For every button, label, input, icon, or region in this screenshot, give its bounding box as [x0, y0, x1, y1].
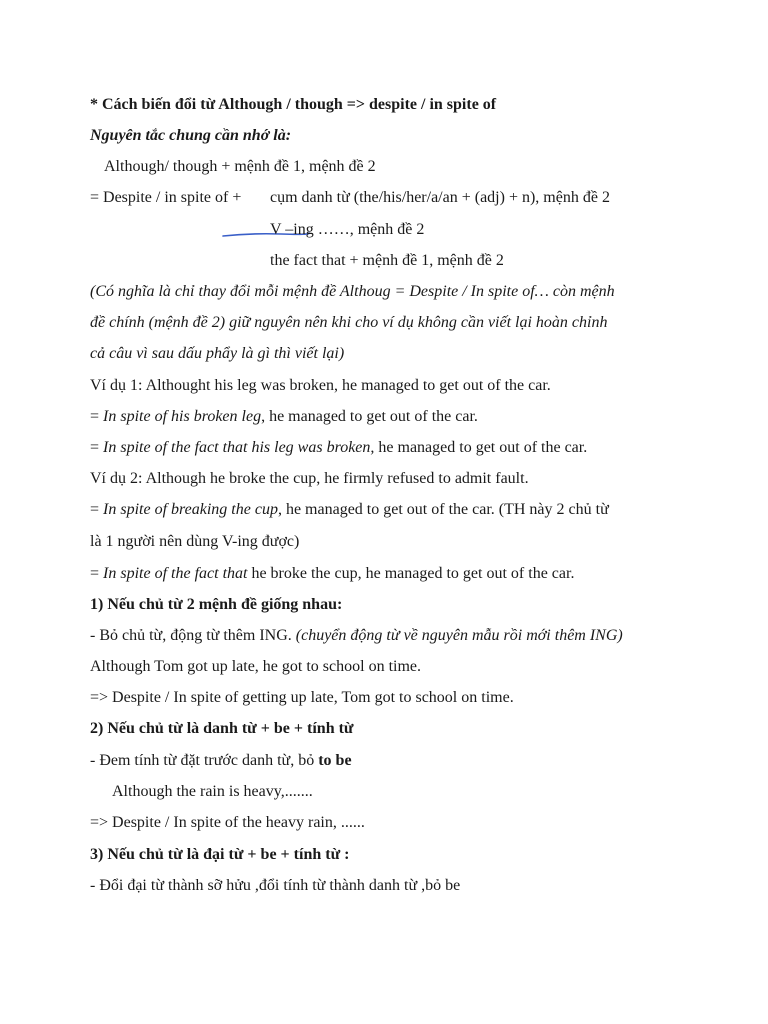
- rule-1-example: Although Tom got up late, he got to school on time.: [90, 658, 421, 675]
- example-1-sentence: Ví dụ 1: Althought his leg was broken, he managed to get out of the car.: [90, 377, 551, 394]
- example-1-alt-1-italic: In spite of his broken leg: [103, 408, 262, 425]
- note-line-2: đề chính (mệnh đề 2) giữ nguyên nên khi cho ví dụ không cần viết lại hoàn chỉnh: [90, 314, 608, 331]
- example-1-alt-2-italic: In spite of the fact that his leg was broken,: [103, 439, 375, 456]
- rule-1-description-plain: - Bỏ chủ từ, động từ thêm ING.: [90, 627, 296, 644]
- example-1-alt-2: [90, 438, 587, 458]
- equals-sign: =: [90, 565, 104, 582]
- example-2-alt-2-rest: he broke the cup, he managed to get out of the car.: [247, 565, 575, 582]
- rule-3-title: 3) Nếu chủ từ là đại từ + be + tính từ :: [90, 846, 350, 863]
- rule-2-example: Although the rain is heavy,.......: [112, 783, 313, 800]
- note-line-1: (Có nghĩa là chỉ thay đổi mỗi mệnh đề Althoug = Despite / In spite of… còn mệnh: [90, 283, 615, 300]
- example-2-alt-1-continuation: là 1 người nên dùng V-ing được): [90, 533, 300, 550]
- example-1-alt-1: [90, 407, 478, 427]
- rule-2-description: [90, 751, 352, 771]
- equals-sign: =: [90, 408, 104, 425]
- rule-1-description-italic: (chuyển động từ về nguyên mẫu rồi mới thêm ING): [295, 627, 623, 644]
- example-1-alt-1-rest: , he managed to get out of the car.: [261, 408, 478, 425]
- example-1-alt-2-rest: he managed to get out of the car.: [374, 439, 588, 456]
- heading: * Cách biến đổi từ Although / though => despite / in spite of: [90, 96, 497, 113]
- formula-option-fact-that: the fact that + mệnh đề 1, mệnh đề 2: [270, 252, 504, 269]
- rule-2-description-bold: to be: [318, 752, 352, 769]
- rule-3-description: - Đổi đại từ thành sỡ hửu ,đổi tính từ thành danh từ ,bỏ be: [90, 877, 461, 894]
- note-line-3: cả câu vì sau dấu phẩy là gì thì viết lại): [90, 345, 345, 362]
- rule-2-result: => Despite / In spite of the heavy rain, ......: [90, 814, 365, 831]
- rule-2-title: 2) Nếu chủ từ là danh từ + be + tính từ: [90, 720, 354, 737]
- formula-line-2-prefix: = Despite / in spite of +: [90, 189, 242, 206]
- example-2-alt-1-rest: , he managed to get out of the car. (TH này 2 chủ từ: [277, 501, 609, 518]
- formula-option-noun-phrase: cụm danh từ (the/his/her/a/an + (adj) + n), mệnh đề 2: [270, 189, 610, 206]
- example-2-alt-1: [90, 500, 609, 520]
- example-2-alt-2-italic: In spite of the fact that: [103, 565, 248, 582]
- equals-sign: =: [90, 439, 104, 456]
- rule-1-title: 1) Nếu chủ từ 2 mệnh đề giống nhau:: [90, 596, 343, 613]
- rule-2-description-plain: - Đem tính từ đặt trước danh từ, bỏ: [90, 752, 319, 769]
- principle-title: Nguyên tắc chung cần nhớ là:: [90, 127, 292, 144]
- rule-1-result: => Despite / In spite of getting up late, Tom got to school on time.: [90, 689, 514, 706]
- example-2-sentence: Ví dụ 2: Although he broke the cup, he firmly refused to admit fault.: [90, 470, 529, 487]
- formula-line-1: Although/ though + mệnh đề 1, mệnh đề 2: [104, 158, 376, 175]
- formula-option-v-ing: V –ing ……, mệnh đề 2: [270, 221, 425, 238]
- equals-sign: =: [90, 501, 104, 518]
- example-2-alt-2: [90, 564, 574, 584]
- example-2-alt-1-italic: In spite of breaking the cup: [103, 501, 278, 518]
- rule-1-description: [90, 626, 623, 646]
